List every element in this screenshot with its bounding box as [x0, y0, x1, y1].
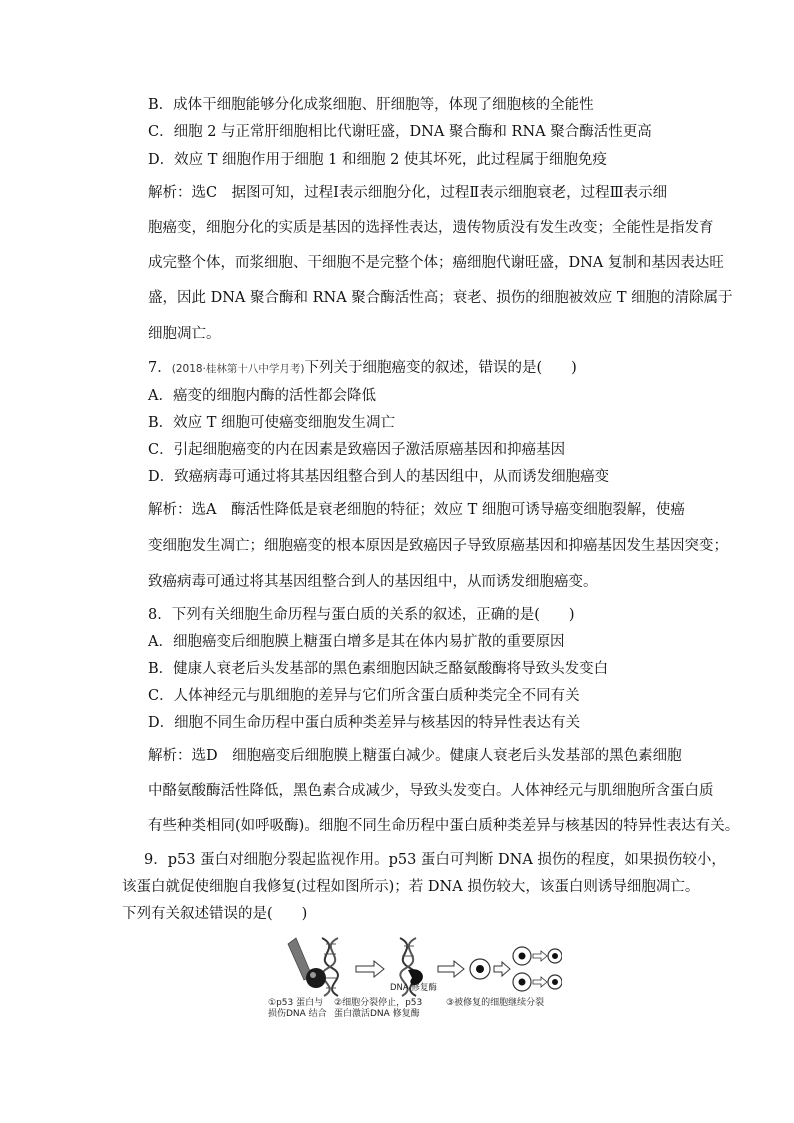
q7-option-c: C．引起细胞癌变的内在因素是致癌因子激活原癌基因和抑癌基因: [148, 442, 566, 458]
q6-option-b: B．成体干细胞能够分化成浆细胞、肝细胞等，体现了细胞核的全能性: [148, 97, 594, 113]
p53-repair-diagram: [262, 936, 562, 1026]
q7-number: 7．: [148, 360, 172, 376]
q6-explanation-line: 成完整个体，而浆细胞、干细胞不是完整个体；癌细胞代谢旺盛，DNA 复制和基因表达旺: [148, 255, 724, 271]
q7-explanation-line: 解析：选A 酶活性降低是衰老细胞的特征；效应 T 细胞可诱导癌变细胞裂解，使癌: [148, 502, 685, 518]
q8-option-a: A．细胞癌变后细胞膜上糖蛋白增多是其在体内易扩散的重要原因: [148, 634, 565, 650]
q6-explanation-line: 胞癌变，细胞分化的实质是基因的选择性表达，遗传物质没有发生改变；全能性是指发育: [148, 220, 714, 236]
q6-explanation-line: 细胞凋亡。: [148, 326, 221, 342]
q8-option-c: C．人体神经元与肌细胞的差异与它们所含蛋白质种类完全不同有关: [148, 688, 580, 704]
caption-step-2: 蛋白激活DNA 修复酶: [334, 1009, 420, 1019]
q7-explanation-line: 变细胞发生凋亡；细胞癌变的根本原因是致癌因子导致原癌基因和抑癌基因发生基因突变；: [148, 538, 728, 554]
q9-stem-line: 下列有关叙述错误的是( ): [122, 906, 308, 922]
q8-explanation-line: 中酪氨酸酶活性降低，黑色素合成减少，导致头发变白。人体神经元与肌细胞所含蛋白质: [148, 783, 714, 799]
q8-stem: 8．下列有关细胞生命历程与蛋白质的关系的叙述，正确的是( ): [148, 607, 575, 623]
caption-step-2: ②细胞分裂停止，p53: [334, 998, 423, 1008]
q7-option-a: A．癌变的细胞内酶的活性都会降低: [148, 388, 376, 404]
p53-dna-binding-illustration: [288, 938, 338, 996]
dividing-cells-icon: [513, 947, 562, 991]
q8-explanation-line: 解析：选D 细胞癌变后细胞膜上糖蛋白减少。健康人衰老后头发基部的黑色素细胞: [148, 748, 682, 764]
q7-stem: [148, 358, 577, 379]
repaired-cell-icon: [470, 959, 490, 979]
q8-option-b: B．健康人衰老后头发基部的黑色素细胞因缺乏酪氨酸酶将导致头发变白: [148, 661, 609, 677]
flow-arrow: [494, 962, 510, 976]
caption-step-1: ①p53 蛋白与: [268, 998, 324, 1008]
q8-option-d: D．细胞不同生命历程中蛋白质种类差异与核基因的特异性表达有关: [148, 715, 581, 731]
q8-explanation-line: 有些种类相同(如呼吸酶)。细胞不同生命历程中蛋白质种类差异与核基因的特异性表达有关。: [148, 818, 740, 834]
q7-stem-text: 下列关于细胞癌变的叙述，错误的是( ): [304, 360, 577, 376]
q7-explanation-line: 致癌病毒可通过将其基因组整合到人的基因组中，从而诱发细胞癌变。: [148, 574, 598, 590]
flow-arrow: [356, 961, 384, 977]
q7-option-d: D．致癌病毒可通过将其基因组整合到人的基因组中，从而诱发细胞癌变: [148, 469, 610, 485]
q6-explanation-line: 盛，因此 DNA 聚合酶和 RNA 聚合酶活性高；衰老、损伤的细胞被效应 T 细胞的清除属于: [148, 290, 733, 306]
flow-arrow: [438, 961, 464, 977]
q9-stem-line: 9．p53 蛋白对细胞分裂起监视作用。p53 蛋白可判断 DNA 损伤的程度，如果损伤较小，: [144, 852, 726, 868]
q6-explanation-line: 解析：选C 据图可知，过程Ⅰ表示细胞分化，过程Ⅱ表示细胞衰老，过程Ⅲ表示细: [148, 185, 668, 201]
q9-stem-line: 该蛋白就促使细胞自我修复(过程如图所示)；若 DNA 损伤较大，该蛋白则诱导细胞凋亡。: [122, 879, 700, 895]
enzyme-label: DNA 修复酶: [390, 983, 437, 993]
q7-source: (2018·桂林第十八中学月考): [171, 363, 305, 375]
q6-option-c: C．细胞 2 与正常肝细胞相比代谢旺盛，DNA 聚合酶和 RNA 聚合酶活性更高: [148, 124, 652, 140]
caption-step-3: ③被修复的细胞继续分裂: [446, 998, 545, 1008]
q7-option-b: B．效应 T 细胞可使癌变细胞发生凋亡: [148, 415, 396, 431]
caption-step-1: 损伤DNA 结合: [268, 1009, 327, 1019]
q6-option-d: D．效应 T 细胞作用于细胞 1 和细胞 2 使其坏死，此过程属于细胞免疫: [148, 152, 607, 168]
